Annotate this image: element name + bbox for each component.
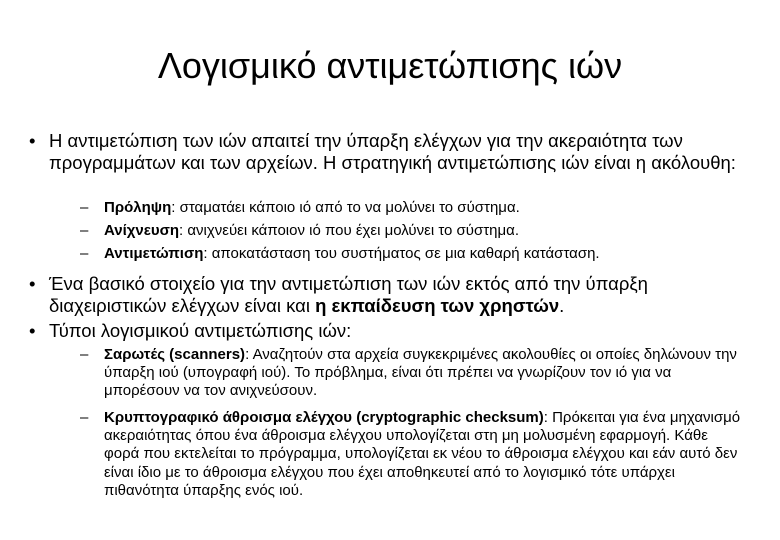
bullet-software-types xyxy=(29,320,749,342)
bullet-text: Η αντιμετώπιση των ιών απαιτεί την ύπαρξη ελέγχων για την ακεραιότητα των προγραμμάτων και των αρχείων. Η στρατηγική αντιμετώπισης ιών είναι η ακόλουθη: xyxy=(49,130,736,173)
bullet-text: Τύποι λογισμικού αντιμετώπισης ιών: xyxy=(49,320,352,341)
bullet-virus-strategy xyxy=(29,130,749,174)
term-detection: Ανίχνευση xyxy=(104,222,180,239)
sub-bullet-checksum xyxy=(80,409,744,500)
term-scanners: Σαρωτές (scanners) xyxy=(104,346,246,363)
emphasis-user-education: η εκπαίδευση των χρηστών xyxy=(315,295,560,316)
sub-bullet-detection xyxy=(80,222,744,240)
bullet-marker: • xyxy=(29,130,36,151)
definition-text: : αποκατάσταση του συστήματος σε μια καθαρή κατάσταση. xyxy=(203,245,600,262)
dash-marker: – xyxy=(80,199,89,216)
sub-bullet-prevention xyxy=(80,199,744,217)
definition-text: : σταματάει κάποιο ιό από το να μολύνει το σύστημα. xyxy=(171,199,520,216)
definition-text: : Αναζητούν στα αρχεία συγκεκριμένες ακολουθίες οι οποίες δηλώνουν την ύπαρξη ιού (υπογραφή ιού). Το πρόβλημα, είναι ότι πρέπει να γνωρίζουν τον ιό για να μπορέσουν να τον ανιχνεύσουν. xyxy=(104,346,737,400)
sub-bullet-response xyxy=(80,245,744,263)
definition-text: : ανιχνεύει κάποιον ιό που έχει μολύνει το σύστημα. xyxy=(179,222,520,239)
term-checksum: Κρυπτογραφικό άθροισμα ελέγχου (cryptographic checksum) xyxy=(104,409,544,426)
dash-marker: – xyxy=(80,346,89,363)
sub-bullet-scanners xyxy=(80,346,744,401)
dash-marker: – xyxy=(80,222,89,239)
term-response: Αντιμετώπιση xyxy=(104,245,204,262)
definition-text: : Πρόκειται για ένα μηχανισμό ακεραιότητας όπου ένα άθροισμα ελέγχου υπολογίζεται στη μη μολυσμένη εφαρμογή. Κάθε φορά που εκτελείται το πρόγραμμα, υπολογίζεται εκ νέου το άθροισμα ελέγχου και εάν αυτό δεν είναι ίδιο με το άθροισμα ελέγχου που έχει αποθηκευτεί από το λογισμικό τότε υπάρχει πιθανότητα ύπαρξης ενός ιού. xyxy=(104,409,741,499)
dash-marker: – xyxy=(80,409,89,426)
dash-marker: – xyxy=(80,245,89,262)
bullet-marker: • xyxy=(29,273,36,294)
slide-title: Λογισμικό αντιμετώπισης ιών xyxy=(157,45,623,86)
bullet-marker: • xyxy=(29,320,36,341)
term-prevention: Πρόληψη xyxy=(104,199,172,216)
bullet-user-education xyxy=(29,273,749,317)
bullet-text: Ένα βασικό στοιχείο για την αντιμετώπιση των ιών εκτός από την ύπαρξη διαχειριστικών ελέγχων είναι και xyxy=(49,273,648,316)
bullet-end: . xyxy=(559,295,565,316)
